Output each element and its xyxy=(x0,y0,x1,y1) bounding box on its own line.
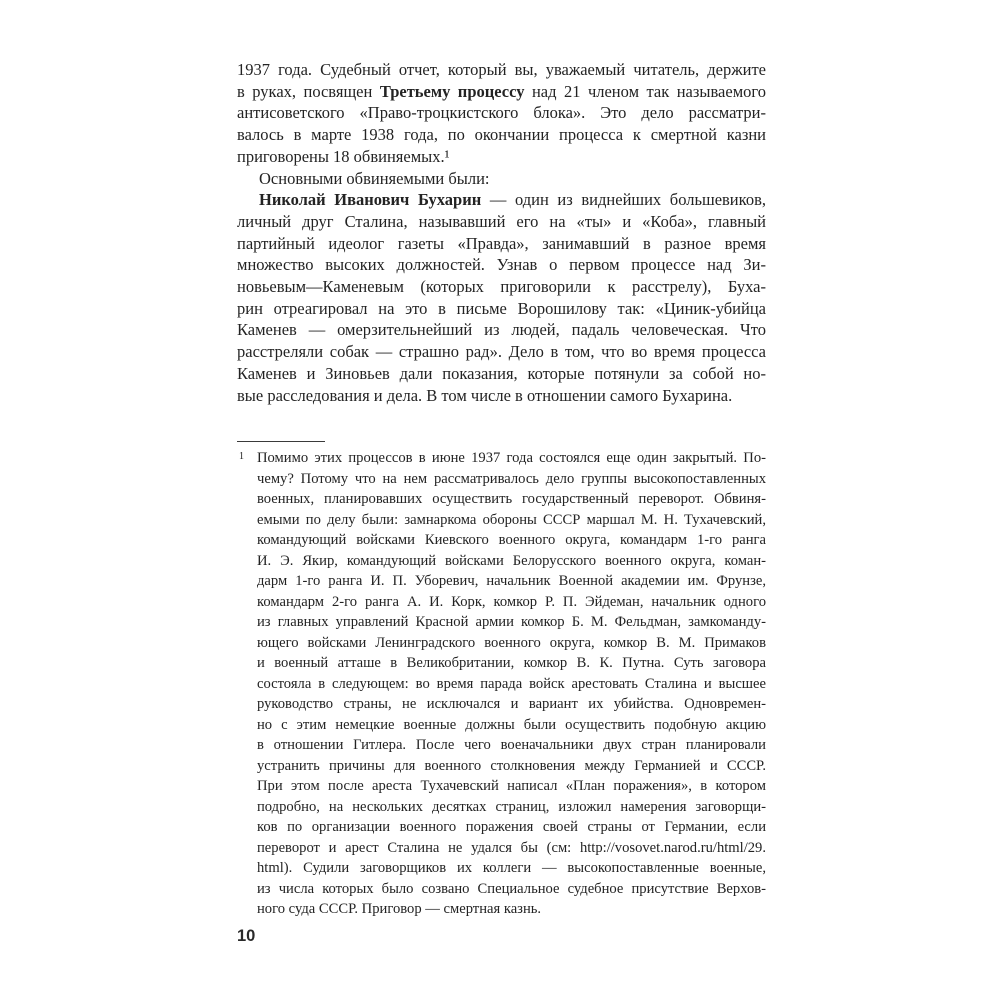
main-text-block xyxy=(237,59,766,406)
text-line: Каменев и Зиновьев дали показания, которые потянули за собой но- xyxy=(237,363,766,383)
text-line: валось в марте 1938 года, по окончании процесса к смертной казни xyxy=(237,125,766,145)
text-line: в руках, посвящен Третьему процессу над 21 членом так называемого xyxy=(237,81,767,101)
footnote-line: При этом после ареста Тухачевский написал «План поражения», в котором xyxy=(257,778,766,794)
footnote-line: html). Судили заговорщиков их коллеги — высокопоставленные военные, xyxy=(257,860,766,876)
footnote-line: ков по организации военного поражения своей страны от Германии, если xyxy=(257,819,766,835)
page-number: 10 xyxy=(237,927,256,945)
footnote-line: и военный атташе в Великобритании, комкор В. К. Путна. Суть заговора xyxy=(257,655,766,671)
footnote-line: командующий войсками Киевского военного округа, командарм 1-го ранга xyxy=(257,532,766,548)
text-line: приговорены 18 обвиняемых.¹ xyxy=(237,146,450,166)
text-line: Основными обвиняемыми были: xyxy=(259,168,490,188)
footnote-line: командарм 2-го ранга А. И. Корк, комкор Р. П. Эйдеман, начальник одного xyxy=(257,593,766,610)
footnote-line: И. Э. Якир, командующий войсками Белорусского военного округа, коман- xyxy=(257,552,766,569)
footnote-block xyxy=(237,448,766,920)
text-line: антисоветского «Право-троцкистского блока». Это дело рассматри- xyxy=(237,103,766,123)
footnote-line: состояла в следующем: во время парада войск арестовать Сталина и высшее xyxy=(257,675,766,692)
footnote-line: из числа которых было созвано Специальное судебное присутствие Верхов- xyxy=(257,880,766,897)
footnote-line: в отношении Гитлера. После чего военачальники двух стран планировали xyxy=(257,737,766,753)
footnote-separator xyxy=(237,441,325,442)
footnote-line: устранить причины для военного столкновения между Германией и СССР. xyxy=(257,757,766,774)
footnote-line: подробно, на нескольких десятках страниц, изложил намерения заговорщи- xyxy=(257,798,766,815)
text-line: рин отреагировал на это в письме Ворошилову так: «Циник-убийца xyxy=(237,298,766,318)
footnote-line: но с этим немецкие военные должны были осуществить подобную акцию xyxy=(257,716,766,733)
text-line: Николай Иванович Бухарин — один из виднейших большевиков, xyxy=(259,190,766,210)
footnote-line: емыми по делу были: замнаркома обороны СССР маршал М. Н. Тухачевский, xyxy=(257,511,766,528)
text-line: новьевым—Каменевым (которых приговорили к расстрелу), Буха- xyxy=(237,277,766,297)
footnote-line: руководство страны, не исключался и вариант их убийства. Одновремен- xyxy=(257,696,766,712)
text-line: вые расследования и дела. В том числе в отношении самого Бухарина. xyxy=(237,385,733,405)
footnote-line: ющего войсками Ленинградского военного округа, комкор В. М. Примаков xyxy=(257,634,766,651)
footnote-line: ного суда СССР. Приговор — смертная казнь. xyxy=(257,901,542,917)
footnote-line: Помимо этих процессов в июне 1937 года состоялся еще один закрытый. По- xyxy=(257,450,766,466)
footnote-line: из главных управлений Красной армии комкор Б. М. Фельдман, замкоманду- xyxy=(257,614,766,630)
text-line: личный друг Сталина, называвший его на «ты» и «Коба», главный xyxy=(237,211,766,231)
text-line: множество высоких должностей. Узнав о первом процессе над Зи- xyxy=(237,255,766,275)
text-line: 1937 года. Судебный отчет, который вы, уважаемый читатель, держите xyxy=(237,60,766,79)
text-line: партийный идеолог газеты «Правда», занимавший в разное время xyxy=(237,233,766,253)
footnote-line: переворот и арест Сталина не удался бы (см: http://vosovet.narod.ru/html/29. xyxy=(257,839,766,856)
footnote-line: дарм 1-го ранга И. П. Уборевич, начальник Военной академии им. Фрунзе, xyxy=(257,573,766,589)
text-line: Каменев — омерзительнейший из людей, падаль человеческая. Что xyxy=(237,320,766,340)
text-line: расстреляли собак — страшно рад». Дело в том, что во время процесса xyxy=(237,342,766,362)
footnote-marker: 1 xyxy=(239,451,244,462)
footnote-line: чему? Потому что на нем рассматривалось дело группы высокопоставленных xyxy=(257,470,766,487)
footnote-line: военных, планировавших осуществить государственный переворот. Обвиня- xyxy=(257,491,766,507)
